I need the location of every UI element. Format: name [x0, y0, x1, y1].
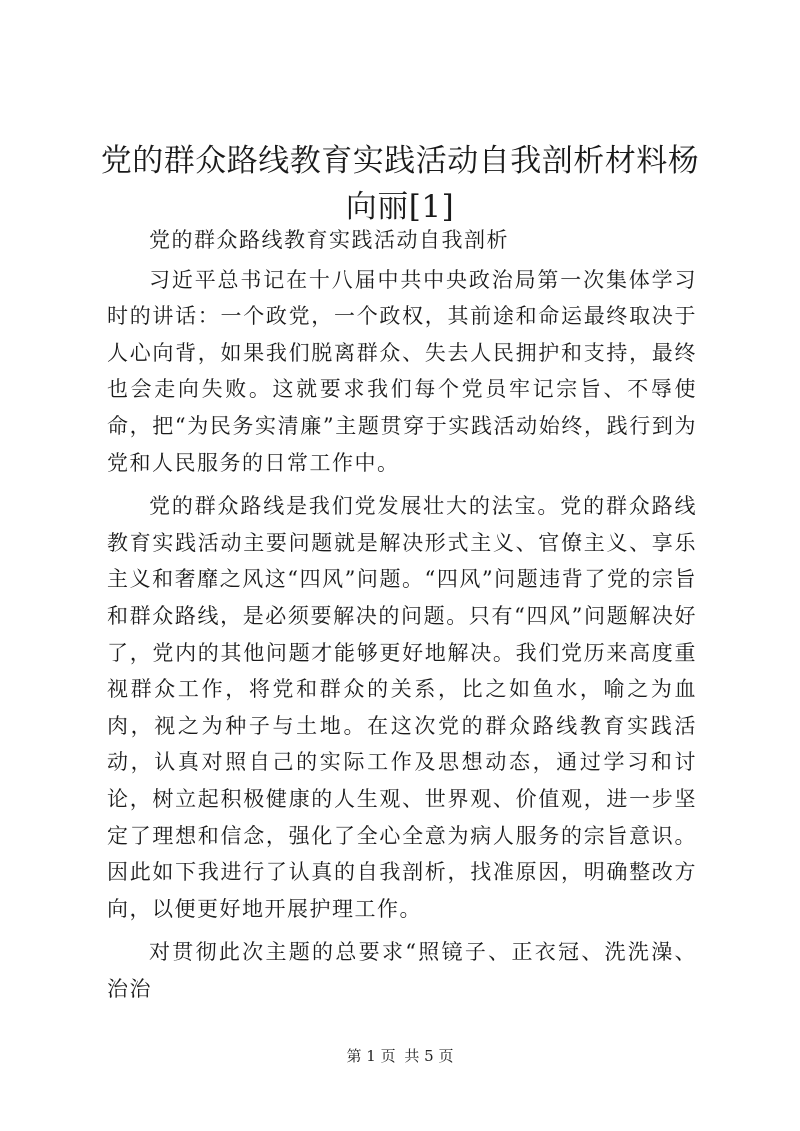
body-paragraph: 对贯彻此次主题的总要求“照镜子、正衣冠、洗洗澡、治治 — [107, 940, 697, 1001]
body-paragraph: 习近平总书记在十八届中共中央政治局第一次集体学习时的讲话：一个政党，一个政权，其前途和命运最终取决于人心向背，如果我们脱离群众、失去人民拥护和支持，最终也会走向失败。这就要求我们每个党员牢记宗旨、不辱使命，把“为民务实清廉”主题贯穿于实践活动始终，践行到为党和人民服务的日常工作中。 — [107, 267, 697, 475]
document-body — [107, 222, 697, 1014]
page-number: 第 1 页 — [346, 1047, 396, 1065]
body-paragraph: 党的群众路线是我们党发展壮大的法宝。党的群众路线教育实践活动主要问题就是解决形式主义、官僚主义、享乐主义和奢靡之风这“四风”问题。“四风”问题违背了党的宗旨和群众路线，是必须要解决的问题。只有“四风”问题解决好了，党内的其他问题才能够更好地解决。我们党历来高度重视群众工作，将党和群众的关系，比之如鱼水，喻之为血肉，视之为种子与土地。在这次党的群众路线教育实践活动，认真对照自己的实际工作及思想动态，通过学习和讨论，树立起积极健康的人生观、世界观、价值观，进一步坚定了理想和信念，强化了全心全意为病人服务的宗旨意识。因此如下我进行了认真的自我剖析，找准原因，明确整改方向，以便更好地开展护理工作。 — [107, 494, 697, 921]
page-footer — [0, 1046, 800, 1066]
document-subtitle: 党的群众路线教育实践活动自我剖析 — [149, 228, 509, 252]
page-total: 共 5 页 — [404, 1047, 454, 1065]
document-title: 党的群众路线教育实践活动自我剖析材料杨向丽[1] — [100, 143, 700, 225]
